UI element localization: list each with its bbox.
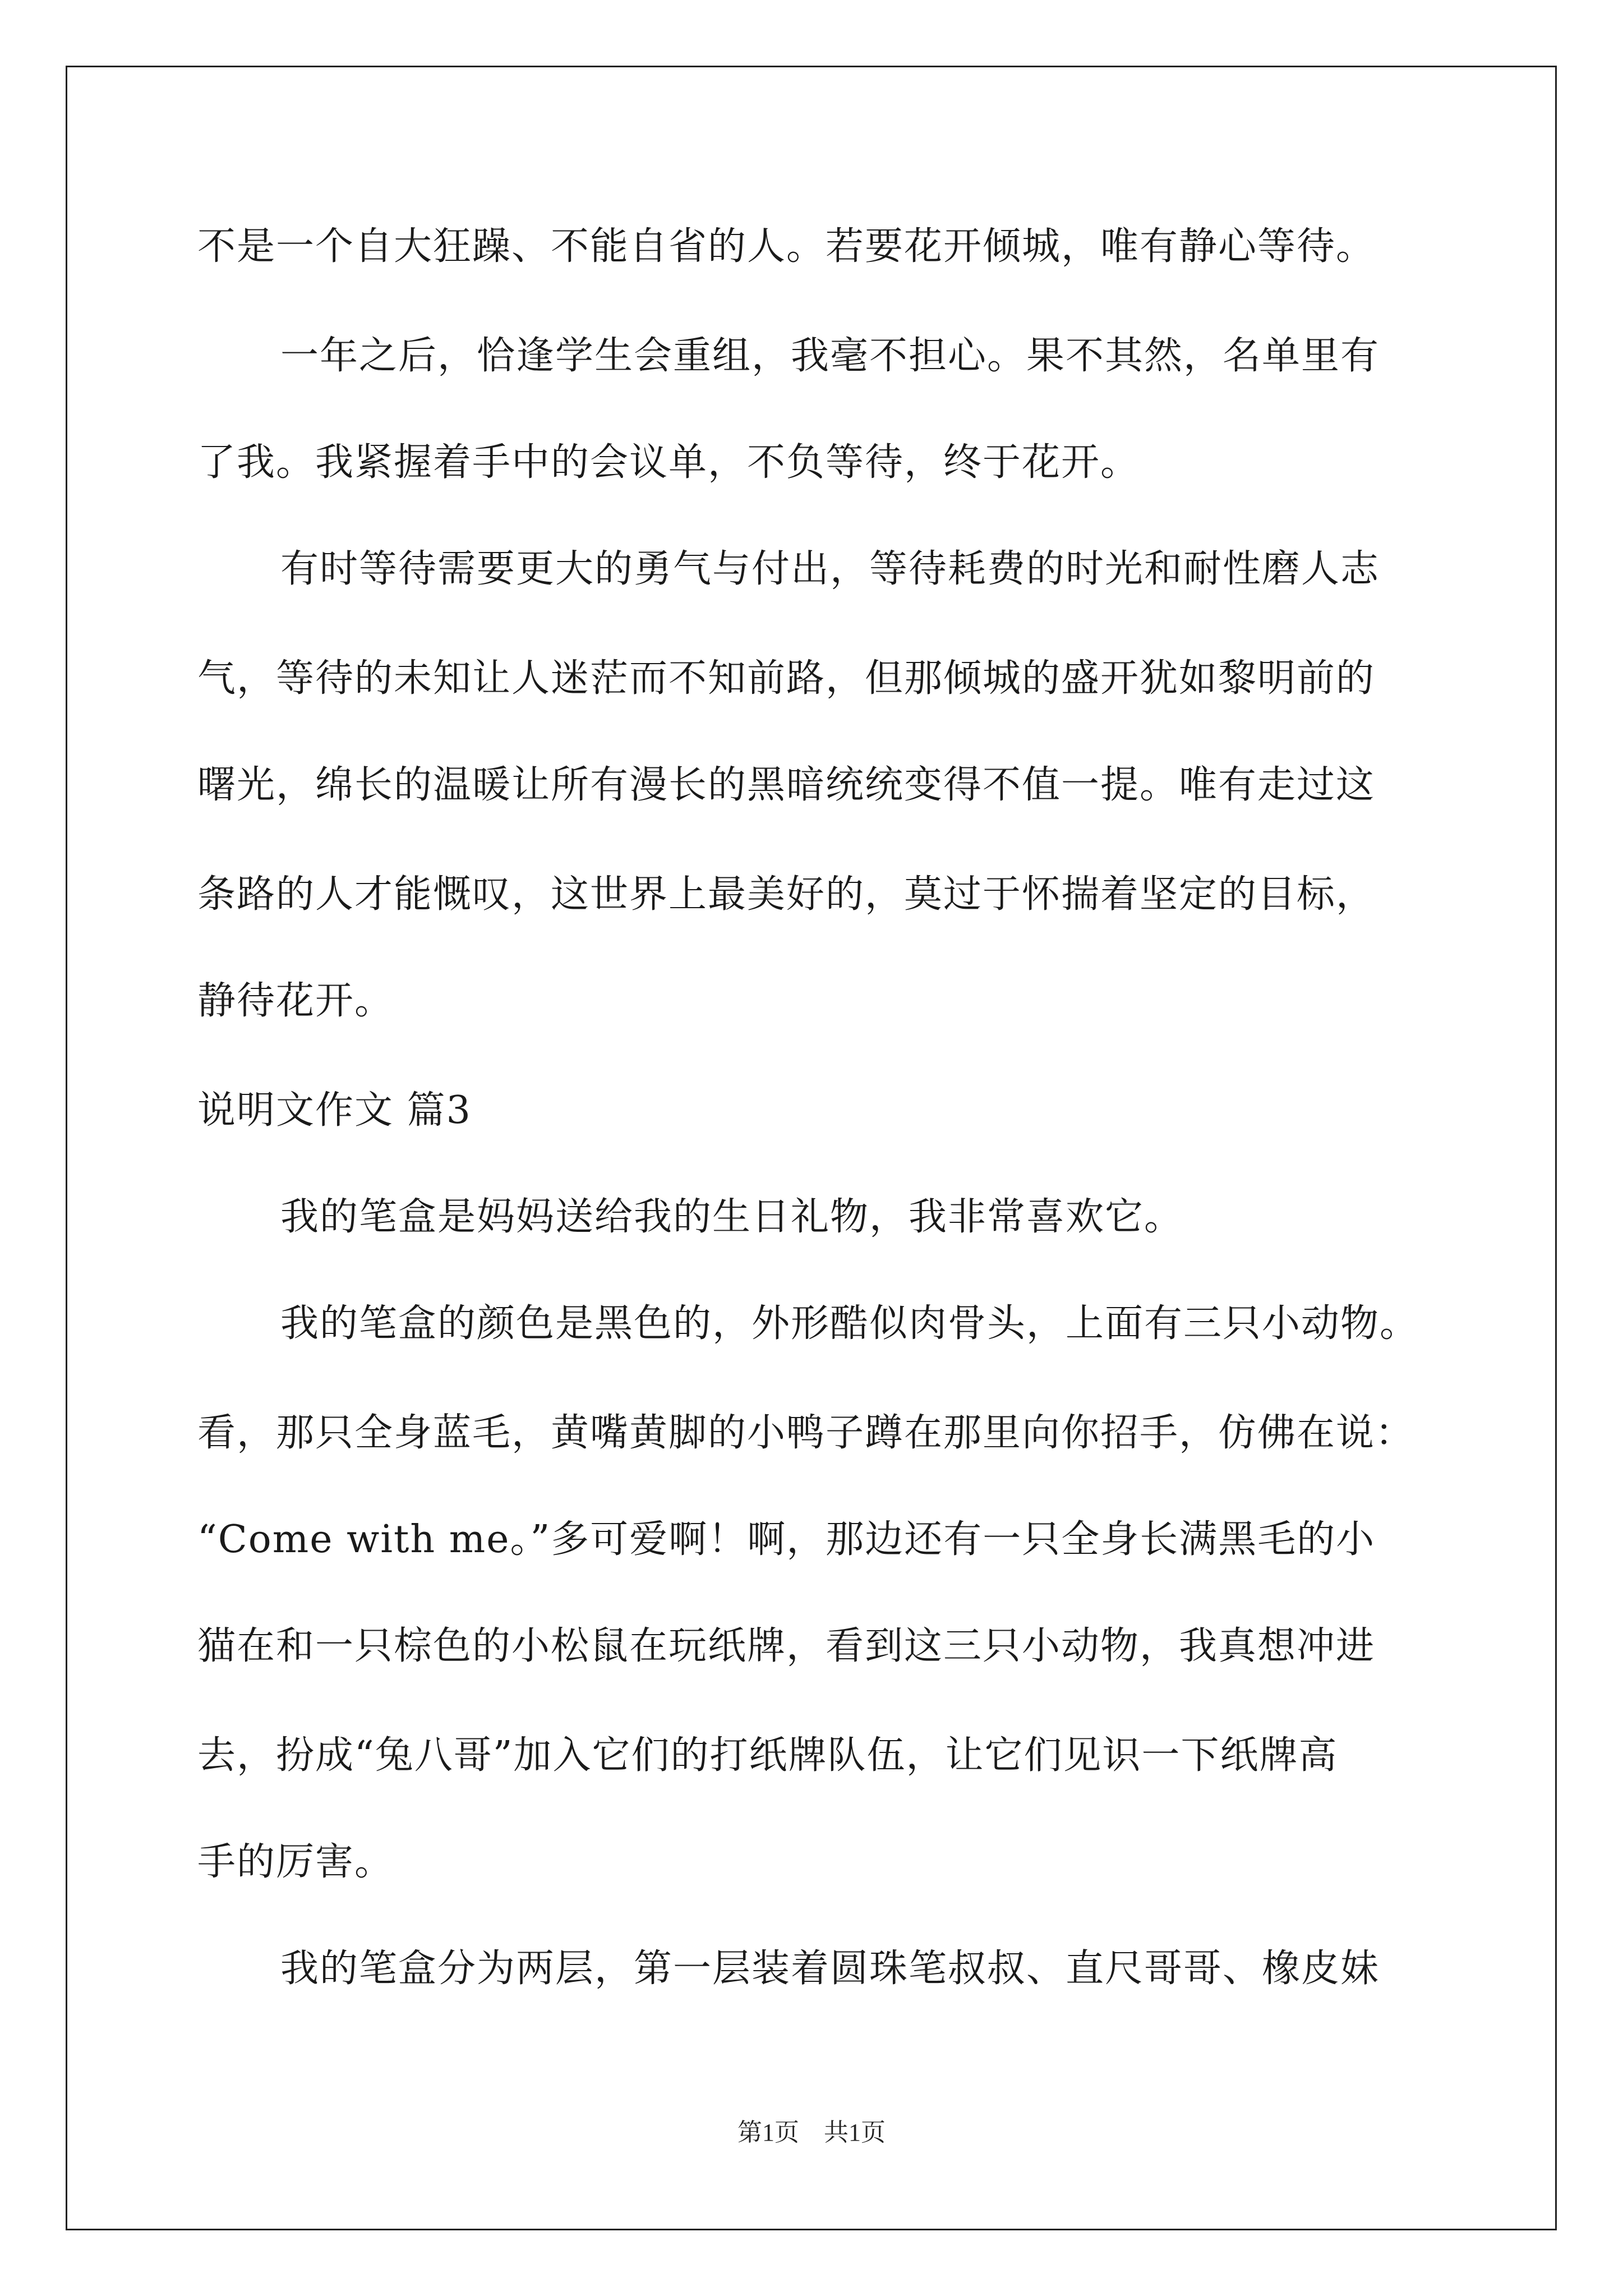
text-line: 了我。我紧握着手中的会议单，不负等待，终于花开。 [197,440,1140,485]
text-line: 曙光，绵长的温暖让所有漫长的黑暗统统变得不值一提。唯有走过这 [197,763,1376,807]
text-line: 去，扮成“兔八哥”加入它们的打纸牌队伍，让它们见识一下纸牌高 [197,1733,1338,1778]
paragraph-start-line: 有时等待需要更大的勇气与付出，等待耗费的时光和耐性磨人志 [280,547,1380,591]
text-line: 不是一个自大狂躁、不能自省的人。若要花开倾城，唯有静心等待。 [197,224,1376,269]
text-line: 条路的人才能慨叹，这世界上最美好的，莫过于怀揣着坚定的目标， [197,872,1376,917]
paragraph-start-line: 我的笔盒分为两层，第一层装着圆珠笔叔叔、直尺哥哥、橡皮妹 [280,1947,1380,1991]
text-line: “Come with me。”多可爱啊！啊，那边还有一只全身长满黑毛的小 [197,1517,1376,1562]
paragraph-start-line: 一年之后，恰逢学生会重组，我毫不担心。果不其然，名单里有 [280,334,1380,378]
text-line: 看，那只全身蓝毛，黄嘴黄脚的小鸭子蹲在那里向你招手，仿佛在说： [197,1411,1415,1455]
paragraph-start-line: 我的笔盒的颜色是黑色的，外形酷似肉骨头，上面有三只小动物。 [280,1301,1419,1346]
text-line: 手的厉害。 [197,1840,394,1884]
page-number-footer: 第1页 共1页 [737,2119,886,2146]
section-heading: 说明文作文 篇3 [197,1088,472,1133]
text-line: 气，等待的未知让人迷茫而不知前路，但那倾城的盛开犹如黎明前的 [197,656,1376,701]
page-border [66,66,1557,2230]
paragraph-start-line: 我的笔盒是妈妈送给我的生日礼物，我非常喜欢它。 [280,1195,1184,1239]
text-line: 猫在和一只棕色的小松鼠在玩纸牌，看到这三只小动物，我真想冲进 [197,1624,1376,1668]
text-line: 静待花开。 [197,979,394,1023]
